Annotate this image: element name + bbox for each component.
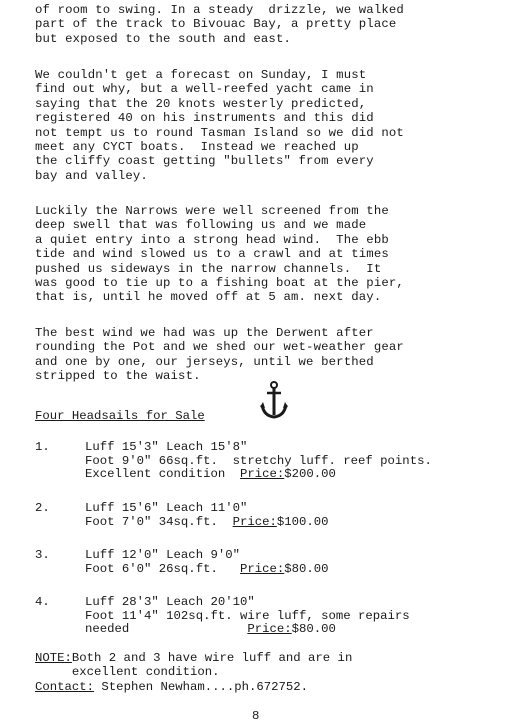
contact-label: Contact: <box>35 679 95 694</box>
text-line: part of the track to Bivouac Bay, a pretty place <box>35 17 397 32</box>
price-label: Price: <box>239 561 285 576</box>
contact-line <box>35 680 505 694</box>
paragraph-derwent <box>35 326 505 384</box>
text-line: saying that the 20 knots westerly predicted, <box>35 96 367 111</box>
text-line: Luckily the Narrows were well screened from the <box>35 204 389 218</box>
text-line: deep swell that was following us and we made <box>35 218 367 233</box>
item-number: 4. <box>35 595 50 609</box>
text-line: but exposed to the south and east. <box>35 31 291 46</box>
item-condition: Excellent condition <box>85 467 240 482</box>
text-line: the cliffy coast getting "bullets" from every <box>35 154 374 169</box>
item-number: 3. <box>35 548 50 562</box>
price-value: $80.00 <box>284 561 329 576</box>
item-dimensions: Luff 15'6" Leach 11'0" <box>85 501 248 515</box>
item-price-row <box>85 516 518 530</box>
item-number: 1. <box>35 440 50 454</box>
text-line: stripped to the waist. <box>35 369 201 384</box>
text-line: We couldn't get a forecast on Sunday, I must <box>35 68 367 82</box>
item-price-row <box>85 468 518 482</box>
text-line: meet any CYCT boats. Instead we reached up <box>35 140 359 155</box>
text-line: The best wind we had was up the Derwent after <box>35 326 374 340</box>
item-price-row <box>85 623 518 637</box>
paragraph-bivouac-bay <box>35 3 505 46</box>
note-text: Both 2 and 3 have wire luff and are in <box>71 651 353 665</box>
text-line: bay and valley. <box>35 168 148 183</box>
text-line: not tempt us to round Tasman Island so we did not <box>35 125 404 140</box>
item-price-row <box>85 563 518 577</box>
text-line: rounding the Pot and we shed our wet-weather gear <box>35 340 404 355</box>
sale-heading: Four Headsails for Sale <box>35 409 205 423</box>
item-dimensions: Luff 12'0" Leach 9'0" <box>85 548 240 562</box>
item-details: Foot 6'0" 26sq.ft. <box>85 561 240 576</box>
price-label: Price: <box>247 622 292 637</box>
paragraph-narrows <box>35 204 505 305</box>
price-label: Price: <box>232 514 277 529</box>
text-line: pushed us sideways in the narrow channels. It <box>35 261 382 276</box>
text-line: tide and wind slowed us to a crawl and at times <box>35 247 389 262</box>
paragraph-forecast <box>35 68 505 183</box>
text-line: registered 40 on his instruments and this did <box>35 111 374 126</box>
price-label: Price: <box>239 467 285 482</box>
text-line: that is, until he moved off at 5 am. next day. <box>35 290 382 305</box>
text-line: of room to swing. In a steady drizzle, we walked <box>35 3 404 17</box>
text-line: find out why, but a well-reefed yacht came in <box>35 82 374 97</box>
price-value: $80.00 <box>291 622 336 637</box>
item-details: Foot 9'0" 66sq.ft. stretchy luff. reef points. <box>85 453 432 468</box>
item-condition: needed <box>85 622 248 637</box>
text-line: was good to tie up to a fishing boat at the pier, <box>35 276 404 291</box>
note-line <box>35 651 505 665</box>
item-dimensions: Luff 28'3" Leach 20'10" <box>85 595 255 609</box>
text-line: and one by one, our jerseys, until we berthed <box>35 354 374 369</box>
price-value: $100.00 <box>276 514 329 529</box>
contact-text: Stephen Newham....ph.672752. <box>94 679 309 694</box>
item-number: 2. <box>35 501 50 515</box>
note-block <box>35 651 505 694</box>
note-line-2: excellent condition. <box>35 665 220 680</box>
price-value: $200.00 <box>284 467 336 482</box>
item-details: Foot 7'0" 34sq.ft. <box>85 514 233 529</box>
item-dimensions: Luff 15'3" Leach 15'8" <box>85 440 248 454</box>
note-label: NOTE: <box>35 651 72 665</box>
page-number: 8 <box>252 709 260 723</box>
item-details: Foot 11'4" 102sq.ft. wire luff, some repairs <box>85 608 410 623</box>
anchor-icon <box>259 381 289 421</box>
text-line: a quiet entry into a strong head wind. The ebb <box>35 232 389 247</box>
